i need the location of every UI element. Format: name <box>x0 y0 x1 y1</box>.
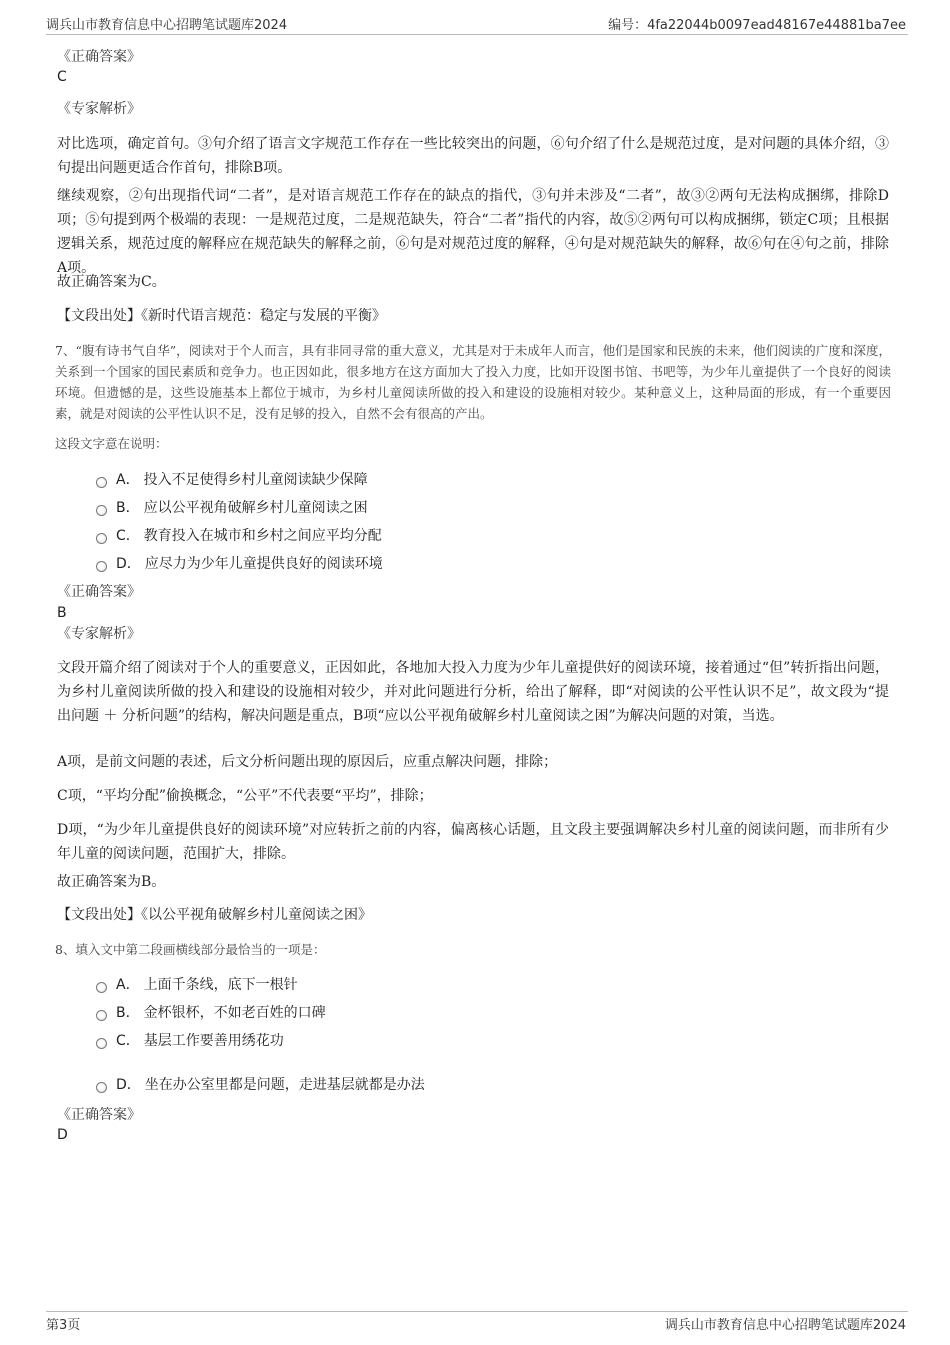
radio-icon[interactable] <box>96 505 107 516</box>
q7-analysis-para-3: C项，“平均分配”偷换概念，“公平”不代表要“平均”，排除； <box>57 788 433 804</box>
option-letter: D． <box>116 556 141 572</box>
header-doc-id: 编号：4fa22044b0097ead48167e44881ba7ee <box>608 18 906 33</box>
footer-title: 调兵山市教育信息中心招聘笔试题库2024 <box>664 1318 906 1333</box>
q6-answer: C <box>57 69 67 85</box>
q7-analysis-para-4: D项，“为少年儿童提供良好的阅读环境”对应转折之前的内容，偏离核心话题，且文段主要强调解决乡村儿童的阅读问题，而非所有少年儿童的阅读问题，范围扩大，排除。 <box>57 822 889 862</box>
radio-icon[interactable] <box>96 1010 107 1021</box>
radio-icon[interactable] <box>96 1082 107 1093</box>
q8-option-b[interactable] <box>96 1002 326 1022</box>
option-text: 应尽力为少年儿童提供良好的阅读环境 <box>144 556 383 572</box>
option-letter: B． <box>116 1005 140 1021</box>
q7-analysis-label: 《专家解析》 <box>57 626 141 642</box>
q7-option-a[interactable] <box>96 469 368 489</box>
q7-option-b[interactable] <box>96 497 368 517</box>
q7-source: 【文段出处】《以公平视角破解乡村儿童阅读之困》 <box>57 907 372 923</box>
q7-answer: B <box>57 605 67 621</box>
q6-answer-label: 《正确答案》 <box>57 49 141 65</box>
q6-analysis-para-2: 继续观察，②句出现指代词“二者”，是对语言规范工作存在的缺点的指代，③句并未涉及“二者”，故③②两句无法构成捆绑，排除D项；⑤句提到两个极端的表现：一是规范过度，二是规范缺失，符合“二者”指代的内容，故⑤②两句可以构成捆绑，锁定C项；且根据逻辑关系，规范过度的解释应在规范缺失的解释之前，⑥句是对规范过度的解释，④句是对规范缺失的解释，故⑥句在④句之前，排除A项。 <box>57 188 889 276</box>
q8-option-c[interactable] <box>96 1030 284 1050</box>
q8-option-a[interactable] <box>96 974 298 994</box>
radio-icon[interactable] <box>96 982 107 993</box>
option-letter: C． <box>116 528 140 544</box>
q6-analysis-label: 《专家解析》 <box>57 101 141 117</box>
q7-analysis-para-1: 文段开篇介绍了阅读对于个人的重要意义，正因如此，各地加大投入力度为少年儿童提供好的阅读环境，接着通过“但”转折指出问题，为乡村儿童阅读所做的投入和建设的设施相对较少，并对此问题进行分析，给出了解释，即“对阅读的公平性认识不足”，故文段为“提出问题 ＋ 分析问题”的结构，解决问题是重点，B项“应以公平视角破解乡村儿童阅读之困”为解决问题的对策，当选。 <box>57 660 889 724</box>
q8-answer: D <box>57 1127 68 1143</box>
header-title: 调兵山市教育信息中心招聘笔试题库2024 <box>46 18 288 33</box>
option-letter: B． <box>116 500 140 516</box>
q7-analysis-para-2: A项，是前文问题的表述，后文分析问题出现的原因后，应重点解决问题，排除； <box>57 754 558 770</box>
q7-stem: 7、“腹有诗书气自华”，阅读对于个人而言，具有非同寻常的重大意义，尤其是对于未成年人而言，他们是国家和民族的未来，他们阅读的广度和深度，关系到一个国家的国民素质和竞争力。也正因如此，很多地方在这方面加大了投入力度，比如开设图书馆、书吧等，为少年儿童提供了一个良好的阅读环境。但遗憾的是，这些设施基本上都位于城市，为乡村儿童阅读所做的投入和建设的设施相对较少。某种意义上，这种局面的形成，有一个重要因素，就是对阅读的公平性认识不足，没有足够的投入，自然不会有很高的产出。 <box>55 343 891 421</box>
option-letter: A． <box>116 472 140 488</box>
option-letter: D． <box>116 1077 141 1093</box>
q8-stem: 8、填入文中第二段画横线部分最恰当的一项是： <box>55 942 326 957</box>
q8-option-d[interactable] <box>96 1074 425 1094</box>
radio-icon[interactable] <box>96 561 107 572</box>
header-divider <box>46 34 908 35</box>
option-letter: A． <box>116 977 140 993</box>
q7-answer-label: 《正确答案》 <box>57 584 141 600</box>
q6-analysis-conclusion: 故正确答案为C。 <box>57 274 166 290</box>
option-text: 上面千条线，底下一根针 <box>143 977 298 993</box>
q7-option-c[interactable] <box>96 525 382 545</box>
option-text: 基层工作要善用绣花功 <box>143 1033 284 1049</box>
option-text: 金杯银杯，不如老百姓的口碑 <box>143 1005 326 1021</box>
radio-icon[interactable] <box>96 533 107 544</box>
radio-icon[interactable] <box>96 1038 107 1049</box>
option-text: 坐在办公室里都是问题，走进基层就都是办法 <box>144 1077 425 1093</box>
q6-source: 【文段出处】《新时代语言规范：稳定与发展的平衡》 <box>57 308 386 324</box>
q7-option-d[interactable] <box>96 553 383 573</box>
q8-answer-label: 《正确答案》 <box>57 1107 141 1123</box>
q7-prompt: 这段文字意在说明： <box>55 436 168 451</box>
page-number: 第3页 <box>46 1318 81 1333</box>
option-text: 教育投入在城市和乡村之间应平均分配 <box>143 528 382 544</box>
q7-analysis-conclusion: 故正确答案为B。 <box>57 874 166 890</box>
radio-icon[interactable] <box>96 477 107 488</box>
option-text: 应以公平视角破解乡村儿童阅读之困 <box>143 500 368 516</box>
footer-divider <box>46 1311 908 1312</box>
option-text: 投入不足使得乡村儿童阅读缺少保障 <box>143 472 368 488</box>
option-letter: C． <box>116 1033 140 1049</box>
q6-analysis-para-1: 对比选项，确定首句。③句介绍了语言文字规范工作存在一些比较突出的问题，⑥句介绍了什么是规范过度，是对问题的具体介绍，③句提出问题更适合作首句，排除B项。 <box>57 136 889 176</box>
